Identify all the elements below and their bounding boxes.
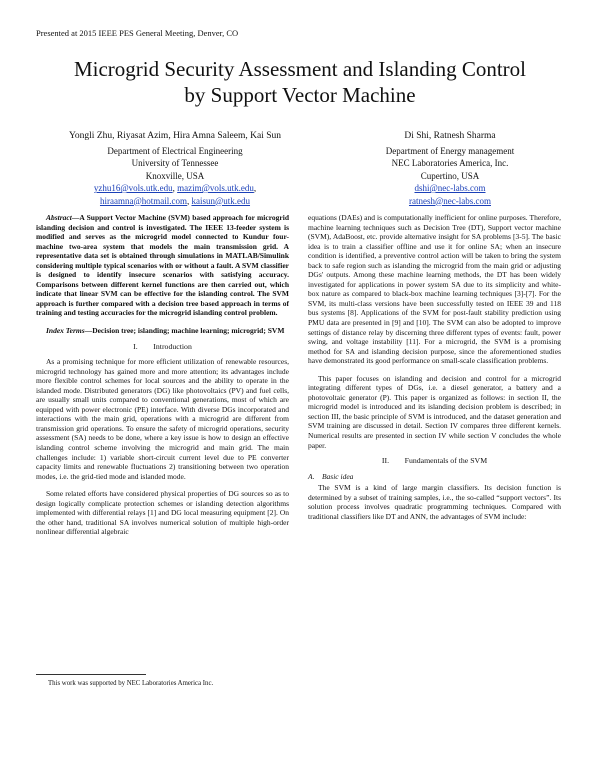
author-block-left — [30, 130, 320, 207]
email-link[interactable]: kaisun@utk.edu — [191, 195, 251, 206]
author-city-right: Cupertino, USA — [420, 170, 480, 181]
right-column — [308, 213, 561, 521]
author-names-right: Di Shi, Ratnesh Sharma — [404, 131, 496, 141]
author-emails-line-2: hiraamna@hotmail.com, kaisun@utk.edu — [99, 195, 251, 206]
section-heading-svm: II. Fundamentals of the SVM — [381, 456, 488, 466]
author-organization: NEC Laboratories America, Inc. — [391, 158, 509, 168]
index-terms-text: —Decision tree; islanding; machine learning; microgrid; SVM — [84, 326, 285, 336]
author-emails-line-1: yzhu16@vols.utk.edu, mazim@vols.utk.edu, — [93, 183, 257, 193]
email-link[interactable]: dshi@nec-labs.com — [414, 183, 486, 193]
intro-paragraph-2: Some related efforts have considered physical properties of DG sources so as to design logically complicate protection schemes or islanding detection algorithms implemented with differential relays [1] and DG local measuring equipment [2]. On the other hand, traditional SA involves numerical solution of multiple high-order nonlinear differential algebraic — [36, 489, 289, 537]
svm-paragraph-1: The SVM is a kind of large margin classifiers. Its decision function is determined by a subset of training samples, i.e., the so-called “support vectors”. Its solution process involves quadratic programming techniques. Compared with traditional classifiers like DT and ANN, the advantages of SVM include: — [308, 483, 561, 521]
email-link[interactable]: ratnesh@nec-labs.com — [408, 195, 491, 206]
email-link[interactable]: mazim@vols.utk.edu — [177, 183, 254, 193]
author-department-right: Department of Energy management — [385, 145, 515, 156]
email-link[interactable]: yzhu16@vols.utk.edu — [93, 183, 173, 193]
conference-header: Presented at 2015 IEEE PES General Meeting, Denver, CO — [36, 28, 239, 38]
abstract-text: —A Support Vector Machine (SVM) based approach for microgrid islanding decision and control is investigated. The IEEE 13-feeder system is modified and serves as the microgrid model connected to Kundur four-machine two-area system that models the main transmission grid. A representative data set is obtained through simulations in MATLAB/Simulink considering multiple typical scenarios with or without a fault. A SVM classifier is designed to identify insecure scenarios with satisfying accuracy. Comparisons between different kernel functions are then carried out, which indicate that linear SVM can be effective for the islanding control. The SVM approach is further compared with a decision tree based approach in terms of training and testing accuracies for the microgrid islanding control problem. — [36, 213, 289, 318]
subsection-basic-idea: A. Basic idea — [308, 471, 354, 481]
author-block-right — [330, 130, 570, 207]
author-city-left: Knoxville, USA — [145, 170, 205, 181]
footnote: This work was supported by NEC Laboratories America Inc. — [48, 680, 214, 687]
author-names-left: Yongli Zhu, Riyasat Azim, Hira Amna Saleem, Kai Sun — [69, 131, 281, 141]
left-column — [36, 213, 289, 537]
title-line-2: by Support Vector Machine — [184, 83, 416, 107]
author-department-left: Department of Electrical Engineering — [107, 145, 243, 156]
paper-title — [20, 56, 580, 108]
right-paragraph-1: equations (DAEs) and is computationally inefficient for online purposes. Therefore, machine learning techniques such as Decision Tree (DT), Support vector machine (SVM), AdaBoost, etc. provide alternative insight for SA problems [3-5]. The basic idea is to train a classifier offline and use it for online SA; when an insecure condition is identified, a preventive control action will be taken to bring the system back to safe region such as islanding the microgrid from the main grid or adjusting DGs' outputs. Among these machine learning methods, the DT has been widely investigated for applications in power system SA due to its simplicity and white-box nature as compared to black-box machine learning techniques [3]-[7]. For the SVM, its multi-class versions have been successfully tested on IEEE 39 and 118 bus systems [8]. Applications of the SVM for post-fault stability prediction using PMU data are presented in [9] and [10]. The SVM can also be adopted to improve settings of distance relay by discerning three different types of events: fault, power swing, and voltage instability [11]. For a microgrid, the SVM is a promising method for SA and islanding decision purpose, since the aforementioned studies have demonstrated its good performance on small-scale classification problems. — [308, 213, 561, 366]
title-line-1: Microgrid Security Assessment and Islanding Control — [73, 57, 527, 81]
section-heading-introduction: I. Introduction — [133, 341, 192, 351]
right-paragraph-2: This paper focuses on islanding and decision and control for a microgrid integrating different types of DGs, i.e. a diesel generator, a battery and a photovoltaic generator (P). This paper is organized as follows: in section II, the microgrid model is introduced and its islanding decision problem is described; in section III, the basic principle of SVM is introduced, and the dataset generation and SVM training are discussed in detail. Section IV compares three different kernels. Numerical results are presented in section IV while section V concludes the whole paper. — [308, 373, 561, 450]
intro-paragraph-1: As a promising technique for more efficient utilization of renewable resources, microgrid technology has gained more and more attention; its advantages include more flexible control schemes for local sources and the ability to operate in the islanded mode. Distributed generators (DG) like photovoltaics (PV) and fuel cells, are usually small units compared to conventional generations, most of which are equipped with power electronic (PE) interface. With diverse DGs incorporated and interactions with the main grid, operations with a microgrid are different from transmission grid operations. To ensure the safety of microgrid operations, security assessment (SA) needs to be done, where a key issue is how to design an effective islanding control scheme involving the microgrid and main grid. The main challenges include: 1) variable short-circuit current level due to PE converter capacity limits and renewable fluctuations 2) transitioning between two operation modes, i.e. the grid-tied mode and islanded mode. — [36, 357, 289, 481]
email-link[interactable]: hiraamna@hotmail.com — [99, 195, 187, 206]
abstract-label: Abstract — [46, 213, 72, 222]
author-university: University of Tennessee — [131, 158, 219, 168]
index-terms — [36, 326, 289, 336]
index-terms-label: Index Terms — [46, 326, 85, 336]
abstract — [36, 213, 289, 318]
footnote-divider — [36, 674, 146, 675]
